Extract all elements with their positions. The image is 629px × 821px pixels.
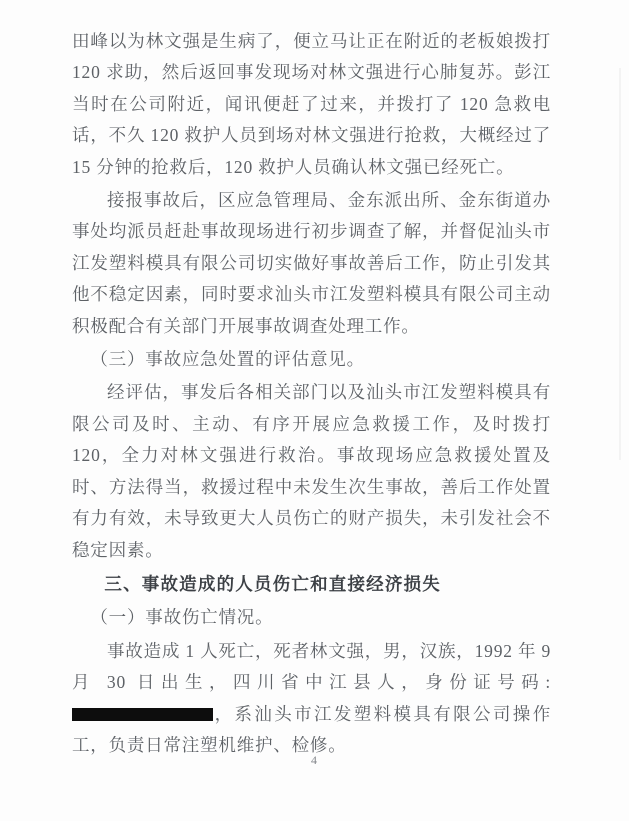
- redacted-id-number-bar: [72, 708, 213, 721]
- scan-artifact-line: [619, 68, 621, 460]
- paragraph-rescue-continuation: 田峰以为林文强是生病了，便立马让正在附近的老板娘拨打 120 求助，然后返回事发现场对林文强进行心肺复苏。彭江当时在公司附近，闻讯便赶了过来，并拨打了 120 急救电话，不久 120 救护人员到场对林文强进行抢救，大概经过了 15 分钟的抢救后，120 救护人员确认林文强已经死亡。: [72, 31, 551, 177]
- paragraph-authority-response: 接报事故后，区应急管理局、金东派出所、金东街道办事处均派员赶赴事故现场进行初步调查了解，并督促汕头市江发塑料模具有限公司切实做好事故善后工作，防止引发其他不稳定因素，同时要求汕头市江发塑料模具有限公司主动积极配合有关部门开展事故调查处理工作。: [72, 190, 551, 336]
- paragraph-evaluation-result: 经评估，事发后各相关部门以及汕头市江发塑料模具有限公司及时、主动、有序开展应急救援工作，及时拨打 120，全力对林文强进行救治。事故现场应急救援处置及时、方法得当，救援过程中未发生次生事故，善后工作处置有力有效，未导致更大人员伤亡的财产损失，未引发社会不稳定因素。: [72, 382, 551, 560]
- casualty-text-before-redaction: 事故造成 1 人死亡，死者林文强，男，汉族，1992 年 9 月 30 日出生，四川省中江县人，身份证号码:: [72, 640, 551, 693]
- section-heading-casualties-losses: 三、事故造成的人员伤亡和直接经济损失: [104, 573, 441, 594]
- casualty-text-after-redaction: ，系汕头市江发塑料模具有限公司操作工，负责日常注塑机维护、检修。: [72, 703, 551, 755]
- document-body: [72, 26, 551, 761]
- subsection-heading-casualty-situation: （一）事故伤亡情况。: [90, 607, 274, 628]
- subsection-heading-emergency-evaluation: （三）事故应急处置的评估意见。: [90, 349, 365, 370]
- page-footer: [0, 751, 629, 769]
- page-number: 4: [311, 753, 318, 767]
- paragraph-casualty-details: [72, 636, 551, 762]
